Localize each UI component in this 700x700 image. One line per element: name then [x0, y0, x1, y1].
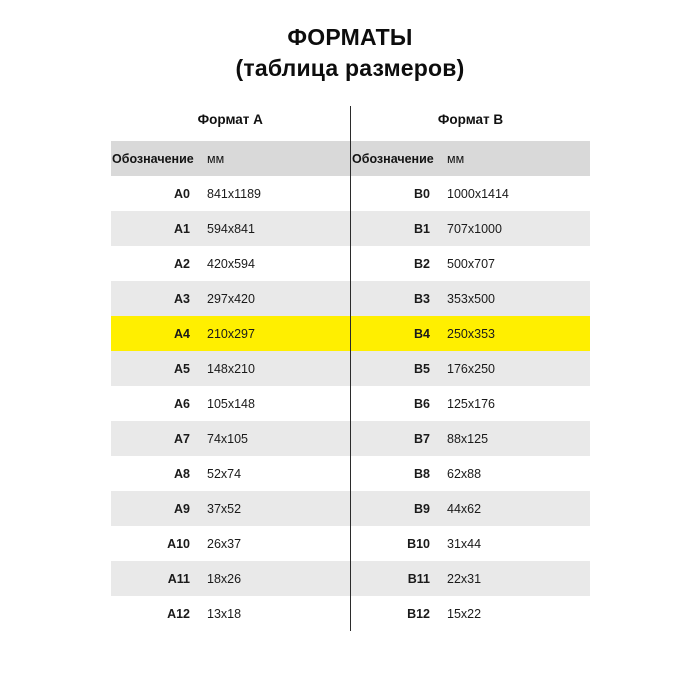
table-body: [111, 176, 590, 631]
cell-b-label: B11: [351, 561, 439, 596]
cell-a-value: 26x37: [199, 526, 350, 561]
cell-b-label: B7: [351, 421, 439, 456]
group-heading-b: Формат B: [437, 112, 504, 128]
cell-b-value: 15x22: [439, 596, 590, 631]
column-header-b-label: Обозначение: [351, 141, 439, 176]
cell-b-value: 707x1000: [439, 211, 590, 246]
cell-b-label: B3: [351, 281, 439, 316]
cell-b-value: 44x62: [439, 491, 590, 526]
cell-b-label: B0: [351, 176, 439, 211]
table-row: [111, 561, 590, 596]
table-row: [111, 596, 590, 631]
table-head: [111, 106, 590, 176]
cell-a-label: A4: [111, 316, 199, 351]
cell-a-label: A8: [111, 456, 199, 491]
cell-a-value: 210x297: [199, 316, 350, 351]
cell-a-value: 37x52: [199, 491, 350, 526]
cell-b-label: B6: [351, 386, 439, 421]
cell-a-value: 18x26: [199, 561, 350, 596]
cell-a-value: 148x210: [199, 351, 350, 386]
cell-b-value: 88x125: [439, 421, 590, 456]
cell-a-label: A6: [111, 386, 199, 421]
cell-a-label: A0: [111, 176, 199, 211]
cell-b-label: B4: [351, 316, 439, 351]
table-row: [111, 526, 590, 561]
table-row: [111, 176, 590, 211]
table-row: [111, 456, 590, 491]
cell-b-value: 31x44: [439, 526, 590, 561]
cell-a-value: 420x594: [199, 246, 350, 281]
page-title-line2: (таблица размеров): [235, 55, 465, 82]
group-heading-a: Формат A: [197, 112, 263, 128]
cell-b-label: B8: [351, 456, 439, 491]
cell-a-label: A11: [111, 561, 199, 596]
page-title-line1: ФОРМАТЫ: [287, 24, 413, 50]
cell-b-value: 125x176: [439, 386, 590, 421]
cell-a-label: A9: [111, 491, 199, 526]
cell-a-label: A12: [111, 596, 199, 631]
cell-a-value: 297x420: [199, 281, 350, 316]
cell-a-value: 13x18: [199, 596, 350, 631]
cell-b-label: B12: [351, 596, 439, 631]
cell-a-value: 52x74: [199, 456, 350, 491]
cell-b-label: B2: [351, 246, 439, 281]
cell-b-label: B1: [351, 211, 439, 246]
table-row: [111, 491, 590, 526]
cell-b-label: B10: [351, 526, 439, 561]
table-row: [111, 281, 590, 316]
page-title: [0, 22, 700, 84]
cell-a-label: A5: [111, 351, 199, 386]
cell-b-value: 250x353: [439, 316, 590, 351]
cell-b-value: 500x707: [439, 246, 590, 281]
column-header-row: [111, 141, 590, 176]
formats-table: [111, 106, 590, 631]
column-header-a-label: Обозначение: [111, 141, 199, 176]
cell-a-label: A1: [111, 211, 199, 246]
table-row: [111, 421, 590, 456]
cell-a-value: 841x1189: [199, 176, 350, 211]
cell-a-value: 594x841: [199, 211, 350, 246]
cell-b-value: 176x250: [439, 351, 590, 386]
cell-b-value: 22x31: [439, 561, 590, 596]
group-heading-row: [111, 106, 590, 141]
column-header-a-value: мм: [199, 141, 350, 176]
cell-a-value: 105x148: [199, 386, 350, 421]
table-row: [111, 246, 590, 281]
table-row: [111, 316, 590, 351]
column-header-b-value: мм: [439, 141, 590, 176]
cell-a-label: A2: [111, 246, 199, 281]
cell-a-value: 74x105: [199, 421, 350, 456]
formats-table-wrapper: [111, 106, 589, 631]
cell-a-label: A10: [111, 526, 199, 561]
cell-b-value: 62x88: [439, 456, 590, 491]
table-row: [111, 386, 590, 421]
table-row: [111, 211, 590, 246]
table-row: [111, 351, 590, 386]
cell-b-value: 353x500: [439, 281, 590, 316]
cell-b-label: B5: [351, 351, 439, 386]
cell-b-value: 1000x1414: [439, 176, 590, 211]
cell-a-label: A3: [111, 281, 199, 316]
cell-a-label: A7: [111, 421, 199, 456]
cell-b-label: B9: [351, 491, 439, 526]
